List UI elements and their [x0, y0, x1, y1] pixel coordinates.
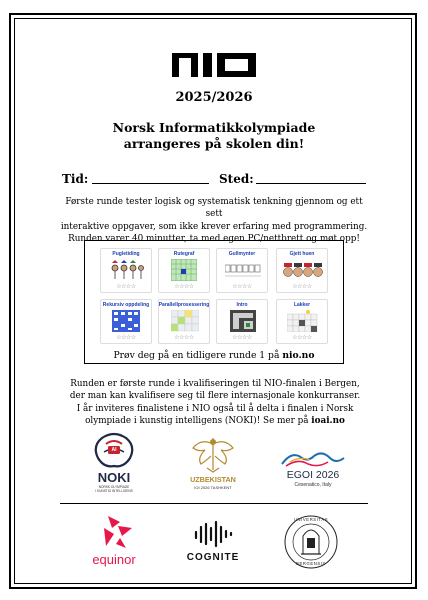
uzbekistan-sub: IOI 2026 TASHKENT	[194, 485, 232, 490]
birds-icon	[110, 260, 144, 280]
egoi-name: EGOI 2026	[286, 469, 340, 481]
place-label: Sted:	[219, 172, 254, 186]
nio-logo	[172, 53, 256, 77]
task-card-gjett-huen[interactable]	[276, 248, 328, 293]
egoi-sub: Cesenatico, Italy	[294, 482, 332, 488]
ioi-uzbekistan-logo	[183, 434, 243, 496]
maze-icon	[230, 310, 256, 332]
uib-top-text: UNIVERSITAS	[293, 517, 329, 522]
equinor-name: equinor	[92, 552, 136, 567]
intro-text: Første runde tester logisk og systematisk tenkning gjennom og ett sett interaktive oppgaver, som ikke krever erfaring med programmering. Runden varer 40 minutter, ta med egen PC/nettbrett og møt opp!	[60, 197, 368, 244]
equinor-logo	[82, 514, 146, 570]
task-card-rutegraf[interactable]	[158, 248, 210, 293]
time-label: Tid:	[62, 172, 89, 186]
panel-caption: Prøv deg på en tidligere runde 1 på nio.no	[113, 350, 315, 361]
year: 2025/2026	[175, 90, 253, 105]
cognite-logo	[178, 518, 248, 568]
noki-logo	[84, 432, 144, 498]
task-title: Gullmynter	[228, 251, 256, 257]
faces-icon	[283, 261, 323, 279]
previous-round-panel[interactable]	[84, 240, 344, 364]
task-title: Gjett huen	[289, 251, 315, 257]
star-rating: ☆☆☆☆	[116, 334, 136, 341]
lamp-grid-icon	[287, 310, 319, 332]
task-card-parallellprosessering[interactable]	[158, 299, 210, 344]
task-card-rekursiv-oppdeling[interactable]	[100, 299, 152, 344]
noki-ai-badge: AI	[111, 447, 117, 453]
task-card-pugletiding[interactable]	[100, 248, 152, 293]
nio-link[interactable]: nio.no	[282, 350, 315, 361]
task-title: Rutegraf	[173, 251, 195, 257]
separator	[60, 503, 368, 504]
cognite-name: COGNITE	[186, 552, 240, 563]
star-rating: ☆☆☆☆	[174, 334, 194, 341]
eagle-icon	[183, 434, 243, 474]
time-field-line[interactable]	[92, 183, 209, 184]
uzbekistan-name: UZBEKISTAN	[190, 475, 236, 484]
equinor-star-icon	[82, 514, 146, 550]
task-title: Lakker	[293, 302, 311, 308]
qualification-text: Runden er første runde i kvalifiseringen til NIO-finalen i Bergen, der man kan kvalifisere seg til flere internasjonale konkurranser. I år inviteres finalistene i NIO også til å delta i finalen i Norsk olympiade i kunstig intelligens (NOKI)! Se mer på ioai.no	[69, 379, 361, 426]
wave-icon	[278, 448, 348, 468]
recursive-grid-icon	[112, 310, 140, 332]
task-title: Rekursiv oppdeling	[102, 302, 150, 308]
star-rating: ☆☆☆☆	[292, 334, 312, 341]
parallel-grid-icon	[171, 310, 199, 332]
noki-sub1: NORSK OLYMPIADE	[98, 485, 130, 489]
noki-sub2: I KUNSTIG INTELLIGENS	[95, 489, 133, 493]
task-card-gullmynter[interactable]	[216, 248, 268, 293]
task-card-intro[interactable]	[216, 299, 268, 344]
coins-icon	[225, 263, 261, 279]
place-field-line[interactable]	[256, 183, 366, 184]
star-rating: ☆☆☆☆	[232, 334, 252, 341]
uib-bottom-text: BERGENSIS	[296, 561, 326, 566]
cognite-mark-icon	[178, 518, 248, 548]
task-title: Parallellprosessering	[158, 302, 210, 308]
task-title: Intro	[236, 302, 248, 308]
uib-seal	[283, 514, 339, 570]
noki-name: NOKI	[97, 470, 131, 485]
star-rating: ☆☆☆☆	[174, 283, 194, 290]
grid-graph-icon	[171, 259, 197, 281]
page-title: Norsk Informatikkolympiade arrangeres på skolen din!	[112, 120, 316, 151]
star-rating: ☆☆☆☆	[116, 283, 136, 290]
star-rating: ☆☆☆☆	[232, 283, 252, 290]
egoi-logo	[278, 448, 348, 494]
task-card-lakker[interactable]	[276, 299, 328, 344]
star-rating: ☆☆☆☆	[292, 283, 312, 290]
ioai-link[interactable]: ioai.no	[311, 415, 345, 426]
task-title: Pugletiding	[112, 251, 140, 257]
